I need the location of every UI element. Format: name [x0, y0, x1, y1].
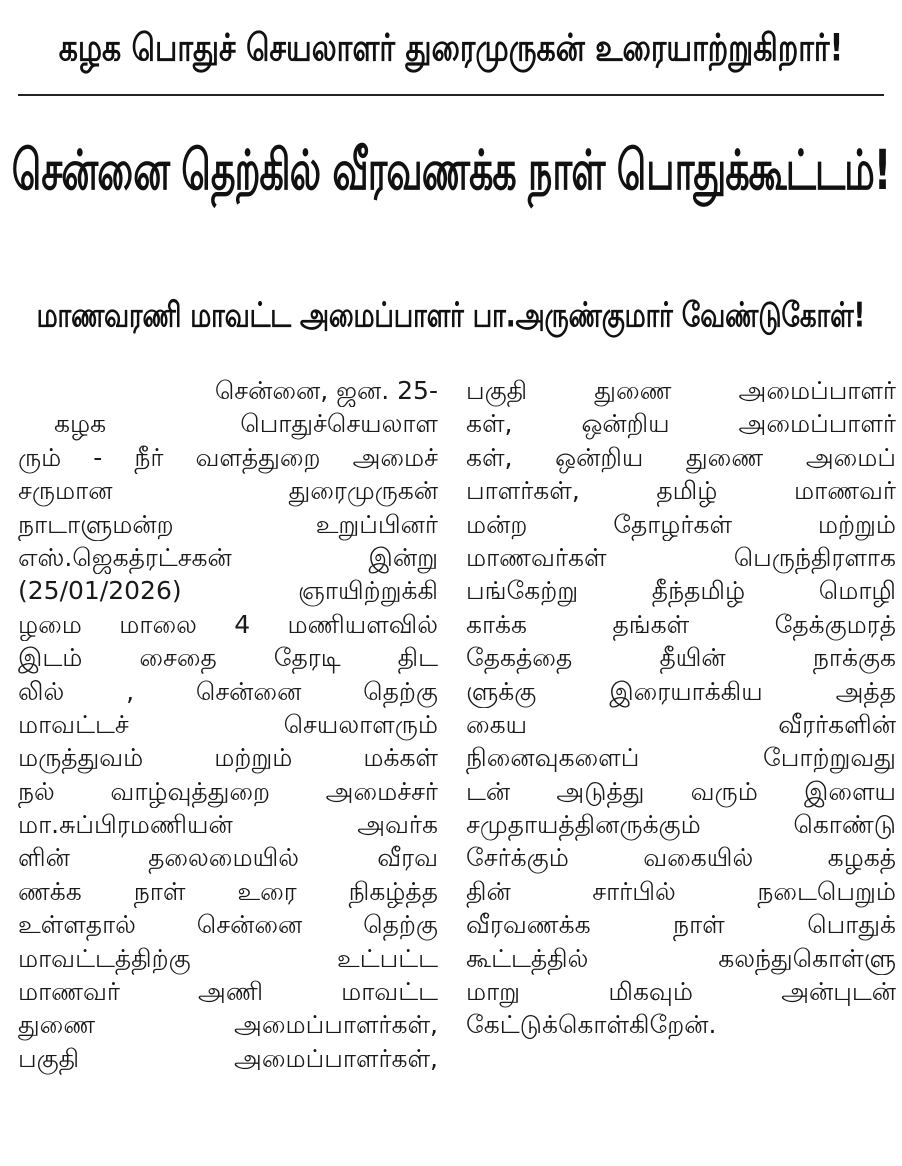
body-line: உள்ளதால் சென்னை தெற்கு — [18, 910, 438, 940]
article-body-right-column — [466, 374, 896, 1154]
article-subheadline: மாணவரணி மாவட்ட அமைப்பாளர் பா.அருண்குமார் வேண்டுகோள்! — [36, 296, 866, 336]
body-line: நல் வாழ்வுத்துறை அமைச்சர் — [18, 776, 438, 806]
body-line: கள், ஒன்றிய அமைப்பாளர் — [466, 409, 896, 439]
body-line: மாவட்டத்திற்கு உட்பட்ட — [18, 943, 438, 973]
body-line: கழக பொதுச்செயலாள — [54, 409, 438, 439]
body-line-last: கேட்டுக்கொள்கிறேன். — [466, 1010, 717, 1040]
body-line: எஸ்.ஜெகத்ரட்சகன் இன்று — [18, 542, 438, 572]
body-line: காக்க தங்கள் தேக்குமரத் — [466, 609, 896, 639]
body-line: மாறு மிகவும் அன்புடன் — [466, 977, 896, 1007]
body-line: நாடாளுமன்ற உறுப்பினர் — [18, 509, 438, 539]
body-line: பகுதி அமைப்பாளர்கள், — [18, 1043, 438, 1073]
body-line: நினைவுகளைப் போற்றுவது — [466, 743, 896, 773]
body-line: சமுதாயத்தினருக்கும் கொண்டு — [466, 810, 896, 840]
body-line: ளின் தலைமையில் வீரவ — [18, 843, 438, 873]
body-line: கள், ஒன்றிய துணை அமைப் — [466, 442, 896, 472]
body-line: தின் சார்பில் நடைபெறும் — [466, 876, 896, 906]
article-headline: சென்னை தெற்கில் வீரவணக்க நாள் பொதுக்கூட்டம்! — [11, 138, 891, 202]
body-line: கைய வீரர்களின் — [466, 709, 896, 739]
body-line: மாணவர்கள் பெருந்திரளாக — [466, 542, 896, 572]
dateline: சென்னை, ஜன. 25- — [214, 376, 438, 405]
body-line: கூட்டத்தில் கலந்துகொள்ளு — [466, 943, 896, 973]
body-line: ழமை மாலை 4 மணியளவில் — [18, 609, 438, 639]
body-line: (25/01/2026) ஞாயிற்றுக்கி — [18, 576, 438, 606]
body-line: ரும் - நீர் வளத்துறை அமைச் — [18, 442, 438, 472]
body-line: வீரவணக்க நாள் பொதுக் — [466, 910, 896, 940]
body-line: மாவட்டச் செயலாளரும் — [18, 709, 438, 739]
body-line: சேர்க்கும் வகையில் கழகத் — [466, 843, 896, 873]
article-body-left-column — [18, 374, 438, 1154]
body-line: இடம் சைதை தேரடி திட — [18, 643, 438, 673]
body-line: மன்ற தோழர்கள் மற்றும் — [466, 509, 896, 539]
article-kicker: கழக பொதுச் செயலாளர் துரைமுருகன் உரையாற்றுகிறார்! — [58, 26, 844, 71]
body-line: சருமான துரைமுருகன் — [18, 476, 438, 506]
body-line: மருத்துவம் மற்றும் மக்கள் — [18, 743, 438, 773]
body-line: பங்கேற்று தீந்தமிழ் மொழி — [466, 576, 896, 606]
body-line: மா.சுப்பிரமணியன் அவர்க — [18, 810, 438, 840]
body-line: ளுக்கு இரையாக்கிய அத்த — [466, 676, 896, 706]
body-line: ணக்க நாள் உரை நிகழ்த்த — [18, 876, 438, 906]
body-line: டன் அடுத்து வரும் இளைய — [466, 776, 896, 806]
body-line: துணை அமைப்பாளர்கள், — [18, 1010, 438, 1040]
body-line: லில் , சென்னை தெற்கு — [18, 676, 438, 706]
body-line: தேகத்தை தீயின் நாக்குக — [466, 643, 896, 673]
body-line: பகுதி துணை அமைப்பாளர் — [466, 376, 896, 405]
body-line: மாணவர் அணி மாவட்ட — [18, 977, 438, 1007]
body-line: பாளர்கள், தமிழ் மாணவர் — [466, 476, 896, 506]
